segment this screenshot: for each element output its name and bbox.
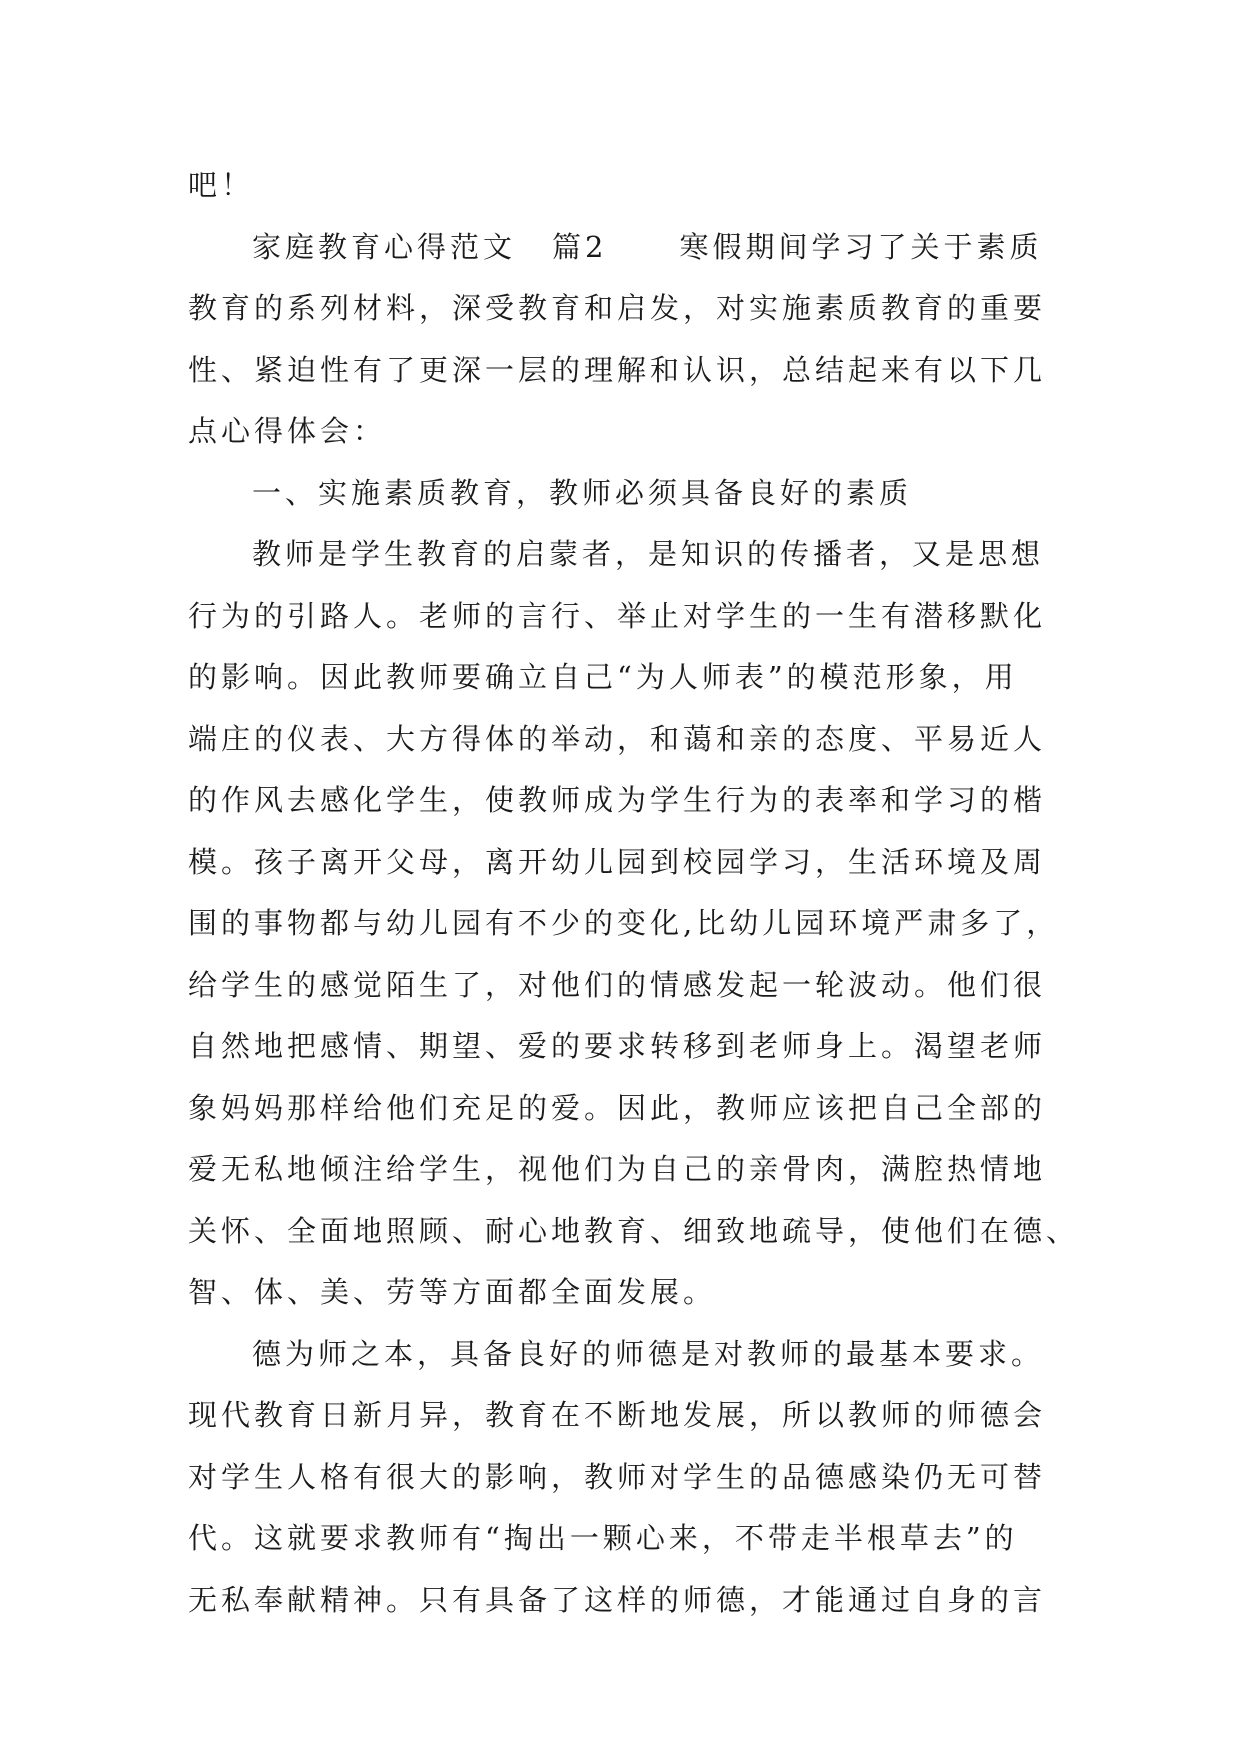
document-body [188,155,1080,1631]
text-line: 性、紧迫性有了更深一层的理解和认识，总结起来有以下几 [188,352,1047,387]
text-line: 自然地把感情、期望、爱的要求转移到老师身上。渴望老师 [188,1029,1047,1063]
text-line: 现代教育日新月异，教育在不断地发展，所以教师的师德会 [188,1398,1047,1432]
text-line: 点心得体会： [188,414,387,448]
text-line: 的作风去感化学生，使教师成为学生行为的表率和学习的楷 [188,783,1047,817]
text-line: 围的事物都与幼儿园有不少的变化,比幼儿园环境严肃多了， [188,906,1060,940]
text-line: 端庄的仪表、大方得体的举动，和蔼和亲的态度、平易近人 [188,721,1047,756]
text-line: 关怀、全面地照顾、耐心地教育、细致地疏导，使他们在德、 [188,1213,1080,1248]
text-line: 对学生人格有很大的影响，教师对学生的品德感染仍无可替 [188,1459,1047,1494]
text-line: 行为的引路人。老师的言行、举止对学生的一生有潜移默化 [188,598,1047,633]
text-line: 教师是学生教育的启蒙者，是知识的传播者，又是思想 [252,537,1045,571]
section-number: 篇2 [552,229,608,264]
text-line: 无私奉献精神。只有具备了这样的师德，才能通过自身的言 [188,1582,1047,1617]
section-heading-line [188,217,1068,279]
text-line: 代。这就要求教师有“掏出一颗心来，不带走半根草去”的 [188,1521,1018,1555]
section-lead-text: 寒假期间学习了关于素质 [679,229,1043,264]
text-line: 教育的系列材料，深受教育和启发，对实施素质教育的重要 [188,291,1047,325]
text-line: 的影响。因此教师要确立自己“为人师表”的模范形象，用 [188,660,1018,694]
text-line: 爱无私地倾注给学生，视他们为自己的亲骨肉，满腔热情地 [188,1152,1047,1186]
subheading-line: 一、实施素质教育，教师必须具备良好的素质 [252,475,913,510]
text-line: 模。孩子离开父母，离开幼儿园到校园学习，生活环境及周 [188,844,1047,879]
text-line: 智、体、美、劳等方面都全面发展。 [188,1275,717,1309]
text-line: 吧！ [188,168,255,202]
text-line: 德为师之本，具备良好的师德是对教师的最基本要求。 [252,1336,1045,1371]
section-title: 家庭教育心得范文 [252,229,517,264]
text-line: 象妈妈那样给他们充足的爱。因此，教师应该把自己全部的 [188,1090,1047,1125]
text-line: 给学生的感觉陌生了，对他们的情感发起一轮波动。他们很 [188,967,1047,1002]
